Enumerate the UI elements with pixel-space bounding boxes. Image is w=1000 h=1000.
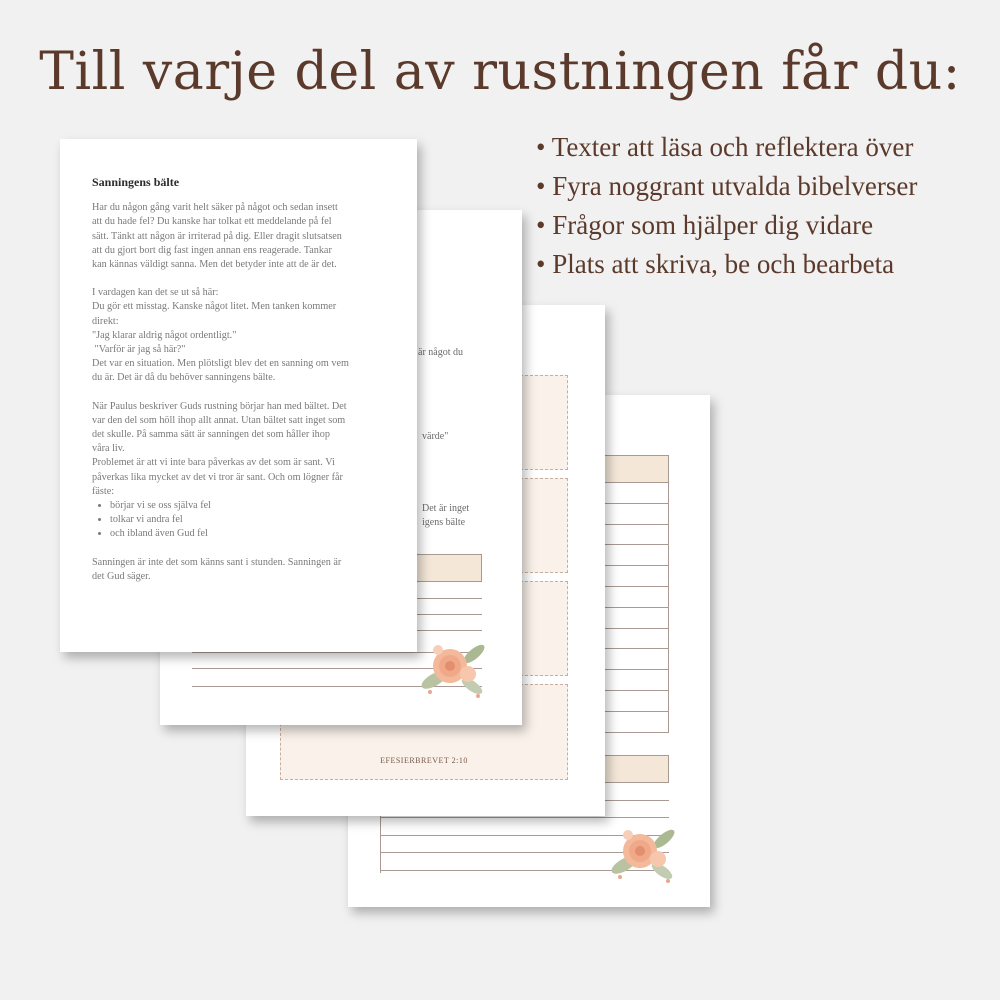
rose-flower-icon xyxy=(416,630,491,705)
list-item: • börjar vi se oss själva fel xyxy=(110,499,382,513)
paragraph: När Paulus beskriver Guds rustning börjar han med bältet. Det var den del som höll ihop allt annat. Utan bältet satt inget som det skulle. På samma sätt är sanningen det som håller ihop våra liv. Problemet är att vi inte bara påverkas av det som är sant. Vi påverkas lika mycket av det vi tror är sant. Och om lögner får fäste: xyxy=(92,400,347,497)
feature-item: • Frågor som hjälper dig vidare xyxy=(536,206,996,245)
verse-reference: EFESIERBREVET 2:10 xyxy=(380,756,468,765)
feature-list xyxy=(536,128,996,284)
rose-flower-icon xyxy=(606,815,681,890)
text-fragment: är något du xyxy=(418,347,463,358)
text-fragment: Det är inget xyxy=(422,503,470,514)
worksheet-page-text xyxy=(60,139,417,652)
list-item: • tolkar vi andra fel xyxy=(110,513,382,527)
page-title: Sanningens bälte xyxy=(92,175,180,189)
feature-item: • Texter att läsa och reflektera över xyxy=(536,128,996,167)
paragraph: Har du någon gång varit helt säker på något och sedan insett att du hade fel? Du kanske har tolkat ett meddelande på fel sätt. Tänkt att någon är irriterad på dig. Eller dragit slutsatsen att du gjort bort dig fast ingen annan ens reagerade. Tankar kan kännas väldigt sanna. Men det betyder inte att de är det. xyxy=(92,202,342,271)
feature-item: • Fyra noggrant utvalda bibelverser xyxy=(536,167,996,206)
list-item: • och ibland även Gud fel xyxy=(110,527,382,541)
paragraph: Sanningen är inte det som känns sant i stunden. Sanningen är det Gud säger. xyxy=(92,556,342,582)
paragraph: I vardagen kan det se ut så här: Du gör ett misstag. Kanske något litet. Men tanken kommer direkt: "Jag klarar aldrig något ordentligt." "Varför är jag så här?" Det var en situation. Men plötsligt blev det en sanning om vem du är. Det är då du behöver sanningens bälte. xyxy=(92,287,349,384)
headline: Till varje del av rustningen får du: xyxy=(39,42,961,102)
bullet-list xyxy=(110,499,382,542)
feature-item: • Plats att skriva, be och bearbeta xyxy=(536,245,996,284)
text-fragment: värde" xyxy=(422,431,449,442)
text-fragment: igens bälte xyxy=(422,517,466,528)
